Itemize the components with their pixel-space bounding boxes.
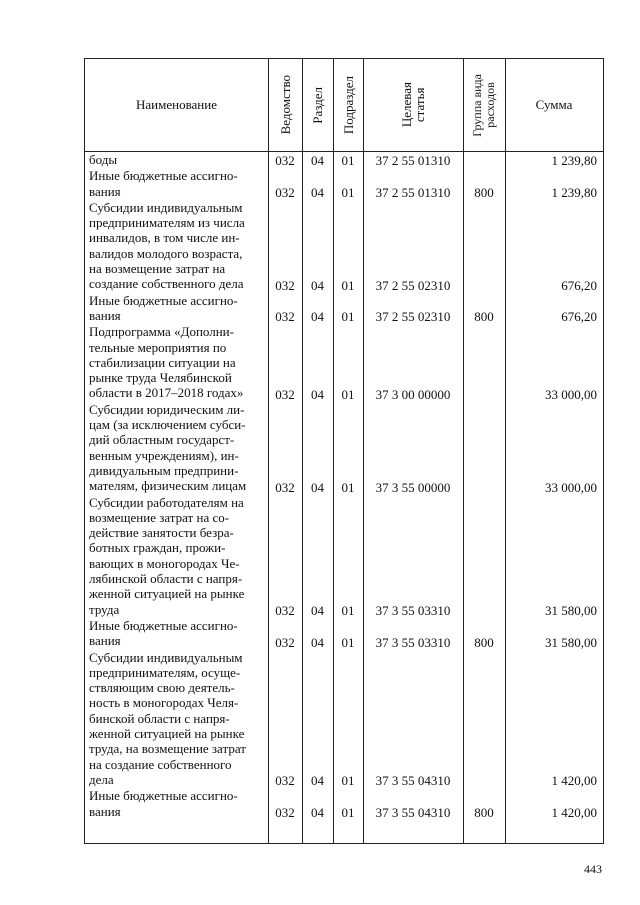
row-summa: 676,20 — [561, 309, 597, 325]
row-podrazdel: 01 — [341, 804, 355, 820]
row-vedomstvo: 032 — [275, 386, 295, 402]
row-razdel: 04 — [311, 804, 324, 820]
row-name-line: дий областным государст- — [89, 432, 235, 448]
row-name-line: на возмещение затрат на — [89, 261, 226, 277]
row-name — [89, 293, 265, 324]
row-podrazdel: 01 — [341, 277, 355, 293]
row-razdel: 04 — [311, 602, 324, 618]
row-summa: 1 239,80 — [551, 184, 597, 200]
row-name-line: Иные бюджетные ассигно- — [89, 788, 238, 804]
row-name-line: Субсидии индивидуальным — [89, 649, 243, 665]
table-row — [85, 200, 603, 293]
row-podrazdel: 01 — [341, 309, 355, 325]
row-name-line: вающих в моногородах Че- — [89, 555, 240, 571]
row-razdel: 04 — [311, 309, 324, 325]
table-row — [85, 495, 603, 618]
row-vedomstvo: 032 — [275, 602, 295, 618]
header-summa-text: Сумма — [535, 97, 573, 112]
row-razdel: 04 — [311, 386, 324, 402]
row-razdel: 04 — [311, 773, 324, 789]
row-name-line: Иные бюджетные ассигно- — [89, 292, 238, 308]
header-podrazdel — [333, 59, 363, 151]
row-name-line: боды — [89, 152, 118, 167]
row-name-line: женной ситуацией на рынке — [89, 726, 245, 742]
row-summa: 33 000,00 — [545, 479, 597, 495]
row-name-line: вания — [89, 307, 121, 323]
row-name — [89, 650, 265, 788]
row-name-line: рынке труда Челябинской — [89, 370, 232, 386]
row-tselevaya: 37 2 55 02310 — [375, 277, 451, 293]
row-name-line: ботных граждан, прожи- — [89, 540, 226, 556]
header-razdel — [302, 59, 333, 151]
row-vedomstvo: 032 — [275, 634, 295, 650]
row-name — [89, 168, 265, 199]
row-name-line: дивидуальным предприни- — [89, 462, 239, 478]
row-tselevaya: 37 3 55 03310 — [375, 634, 451, 650]
row-name-line: вания — [89, 183, 121, 199]
table-row — [85, 168, 603, 200]
table-row — [85, 618, 603, 650]
row-name-line: на создание собственного — [89, 756, 232, 772]
table-row — [85, 324, 603, 402]
row-tselevaya: 37 3 55 00000 — [375, 479, 451, 495]
row-name-line: валидов молодого возраста, — [89, 245, 243, 261]
row-tselevaya: 37 3 55 04310 — [375, 804, 451, 820]
header-gruppa-line1: Группа вида — [470, 73, 484, 137]
row-tselevaya: 37 2 55 01310 — [375, 184, 451, 200]
page-number: 443 — [584, 862, 602, 876]
row-name-line: Подпрограмма «Дополни- — [89, 324, 234, 340]
row-name — [89, 324, 265, 400]
row-name-line: возмещение затрат на со- — [89, 509, 230, 525]
row-summa: 676,20 — [561, 277, 597, 293]
header-razdel-text: Раздел — [310, 86, 325, 124]
row-razdel: 04 — [311, 479, 324, 495]
row-name-line: Субсидии индивидуальным — [89, 199, 243, 215]
row-name-line: труда — [89, 601, 120, 617]
row-name-line: венным учреждениям), ин- — [89, 447, 239, 463]
row-name — [89, 495, 265, 617]
row-name-line: Субсидии работодателям на — [89, 494, 244, 510]
row-name — [89, 788, 265, 819]
row-name-line: дела — [89, 771, 114, 787]
row-name-line: вания — [89, 633, 121, 649]
row-name-line: мателям, физическим лицам — [89, 478, 247, 494]
row-name-line: труда, на возмещение затрат — [89, 741, 246, 757]
header-name — [85, 59, 268, 151]
table-row — [85, 650, 603, 789]
row-name-line: лябинской области с напря- — [89, 571, 243, 587]
table-row — [85, 152, 603, 168]
row-name-line: предпринимателям из числа — [89, 215, 245, 231]
header-summa — [505, 59, 603, 151]
row-razdel: 04 — [311, 153, 324, 169]
budget-table — [84, 58, 604, 844]
row-tselevaya: 37 3 00 00000 — [375, 386, 451, 402]
row-name-line: предпринимателям, осуще- — [89, 664, 241, 680]
row-name-line: действие занятости безра- — [89, 525, 234, 541]
row-podrazdel: 01 — [341, 634, 355, 650]
row-vid: 800 — [474, 184, 494, 200]
row-podrazdel: 01 — [341, 479, 355, 495]
row-name-line: женной ситуацией на рынке — [89, 586, 245, 602]
header-tselevaya — [363, 59, 463, 151]
row-name-line: цам (за исключением субси- — [89, 417, 246, 433]
row-name-line: Иные бюджетные ассигно- — [89, 168, 238, 184]
row-tselevaya: 37 3 55 04310 — [375, 773, 451, 789]
row-vedomstvo: 032 — [275, 277, 295, 293]
row-vedomstvo: 032 — [275, 153, 295, 169]
header-name-text: Наименование — [136, 97, 217, 112]
row-summa: 1 420,00 — [551, 804, 597, 820]
header-tselevaya-line1: Целевая — [399, 82, 414, 128]
header-gruppa-line2: расходов — [483, 82, 497, 128]
row-razdel: 04 — [311, 634, 324, 650]
row-vedomstvo: 032 — [275, 479, 295, 495]
header-vedomstvo — [268, 59, 302, 151]
row-name — [89, 200, 265, 292]
row-name-line: стабилизации ситуации на — [89, 354, 236, 370]
header-tselevaya-text — [400, 82, 426, 127]
table-row — [85, 293, 603, 325]
row-vedomstvo: 032 — [275, 184, 295, 200]
row-tselevaya: 37 2 55 02310 — [375, 309, 451, 325]
row-name-line: Субсидии юридическим ли- — [89, 401, 245, 417]
row-podrazdel: 01 — [341, 602, 355, 618]
row-name — [89, 402, 265, 494]
row-name-line: создание собственного дела — [89, 276, 244, 292]
row-summa: 31 580,00 — [545, 634, 597, 650]
row-summa: 1 420,00 — [551, 773, 597, 789]
row-summa: 31 580,00 — [545, 602, 597, 618]
row-name-line: вания — [89, 803, 121, 819]
row-name-line: Иные бюджетные ассигно- — [89, 618, 238, 633]
row-razdel: 04 — [311, 184, 324, 200]
row-vedomstvo: 032 — [275, 773, 295, 789]
row-vid: 800 — [474, 309, 494, 325]
row-vedomstvo: 032 — [275, 804, 295, 820]
row-podrazdel: 01 — [341, 773, 355, 789]
row-tselevaya: 37 2 55 01310 — [375, 153, 451, 169]
row-vid: 800 — [474, 804, 494, 820]
row-name-line: бинской области с напря- — [89, 710, 230, 726]
row-vid: 800 — [474, 634, 494, 650]
row-razdel: 04 — [311, 277, 324, 293]
header-gruppa-text — [471, 74, 497, 137]
row-tselevaya: 37 3 55 03310 — [375, 602, 451, 618]
row-name-line: области в 2017–2018 годах» — [89, 385, 244, 401]
row-podrazdel: 01 — [341, 184, 355, 200]
row-summa: 1 239,80 — [551, 153, 597, 169]
row-name — [89, 152, 265, 167]
row-name-line: тельные мероприятия по — [89, 339, 227, 355]
row-name-line: ность в моногородах Челя- — [89, 695, 239, 711]
header-tselevaya-line2: статья — [412, 87, 427, 123]
header-gruppa — [463, 59, 505, 151]
row-name-line: инвалидов, в том числе ин- — [89, 230, 240, 246]
row-vedomstvo: 032 — [275, 309, 295, 325]
row-name — [89, 618, 265, 649]
row-name-line: ствляющим свою деятель- — [89, 680, 235, 696]
row-podrazdel: 01 — [341, 153, 355, 169]
row-podrazdel: 01 — [341, 386, 355, 402]
table-row — [85, 402, 603, 495]
header-podrazdel-text: Подраздел — [340, 75, 356, 135]
table-row — [85, 788, 603, 820]
header-vedomstvo-text: Ведомство — [277, 75, 293, 135]
row-summa: 33 000,00 — [545, 386, 597, 402]
